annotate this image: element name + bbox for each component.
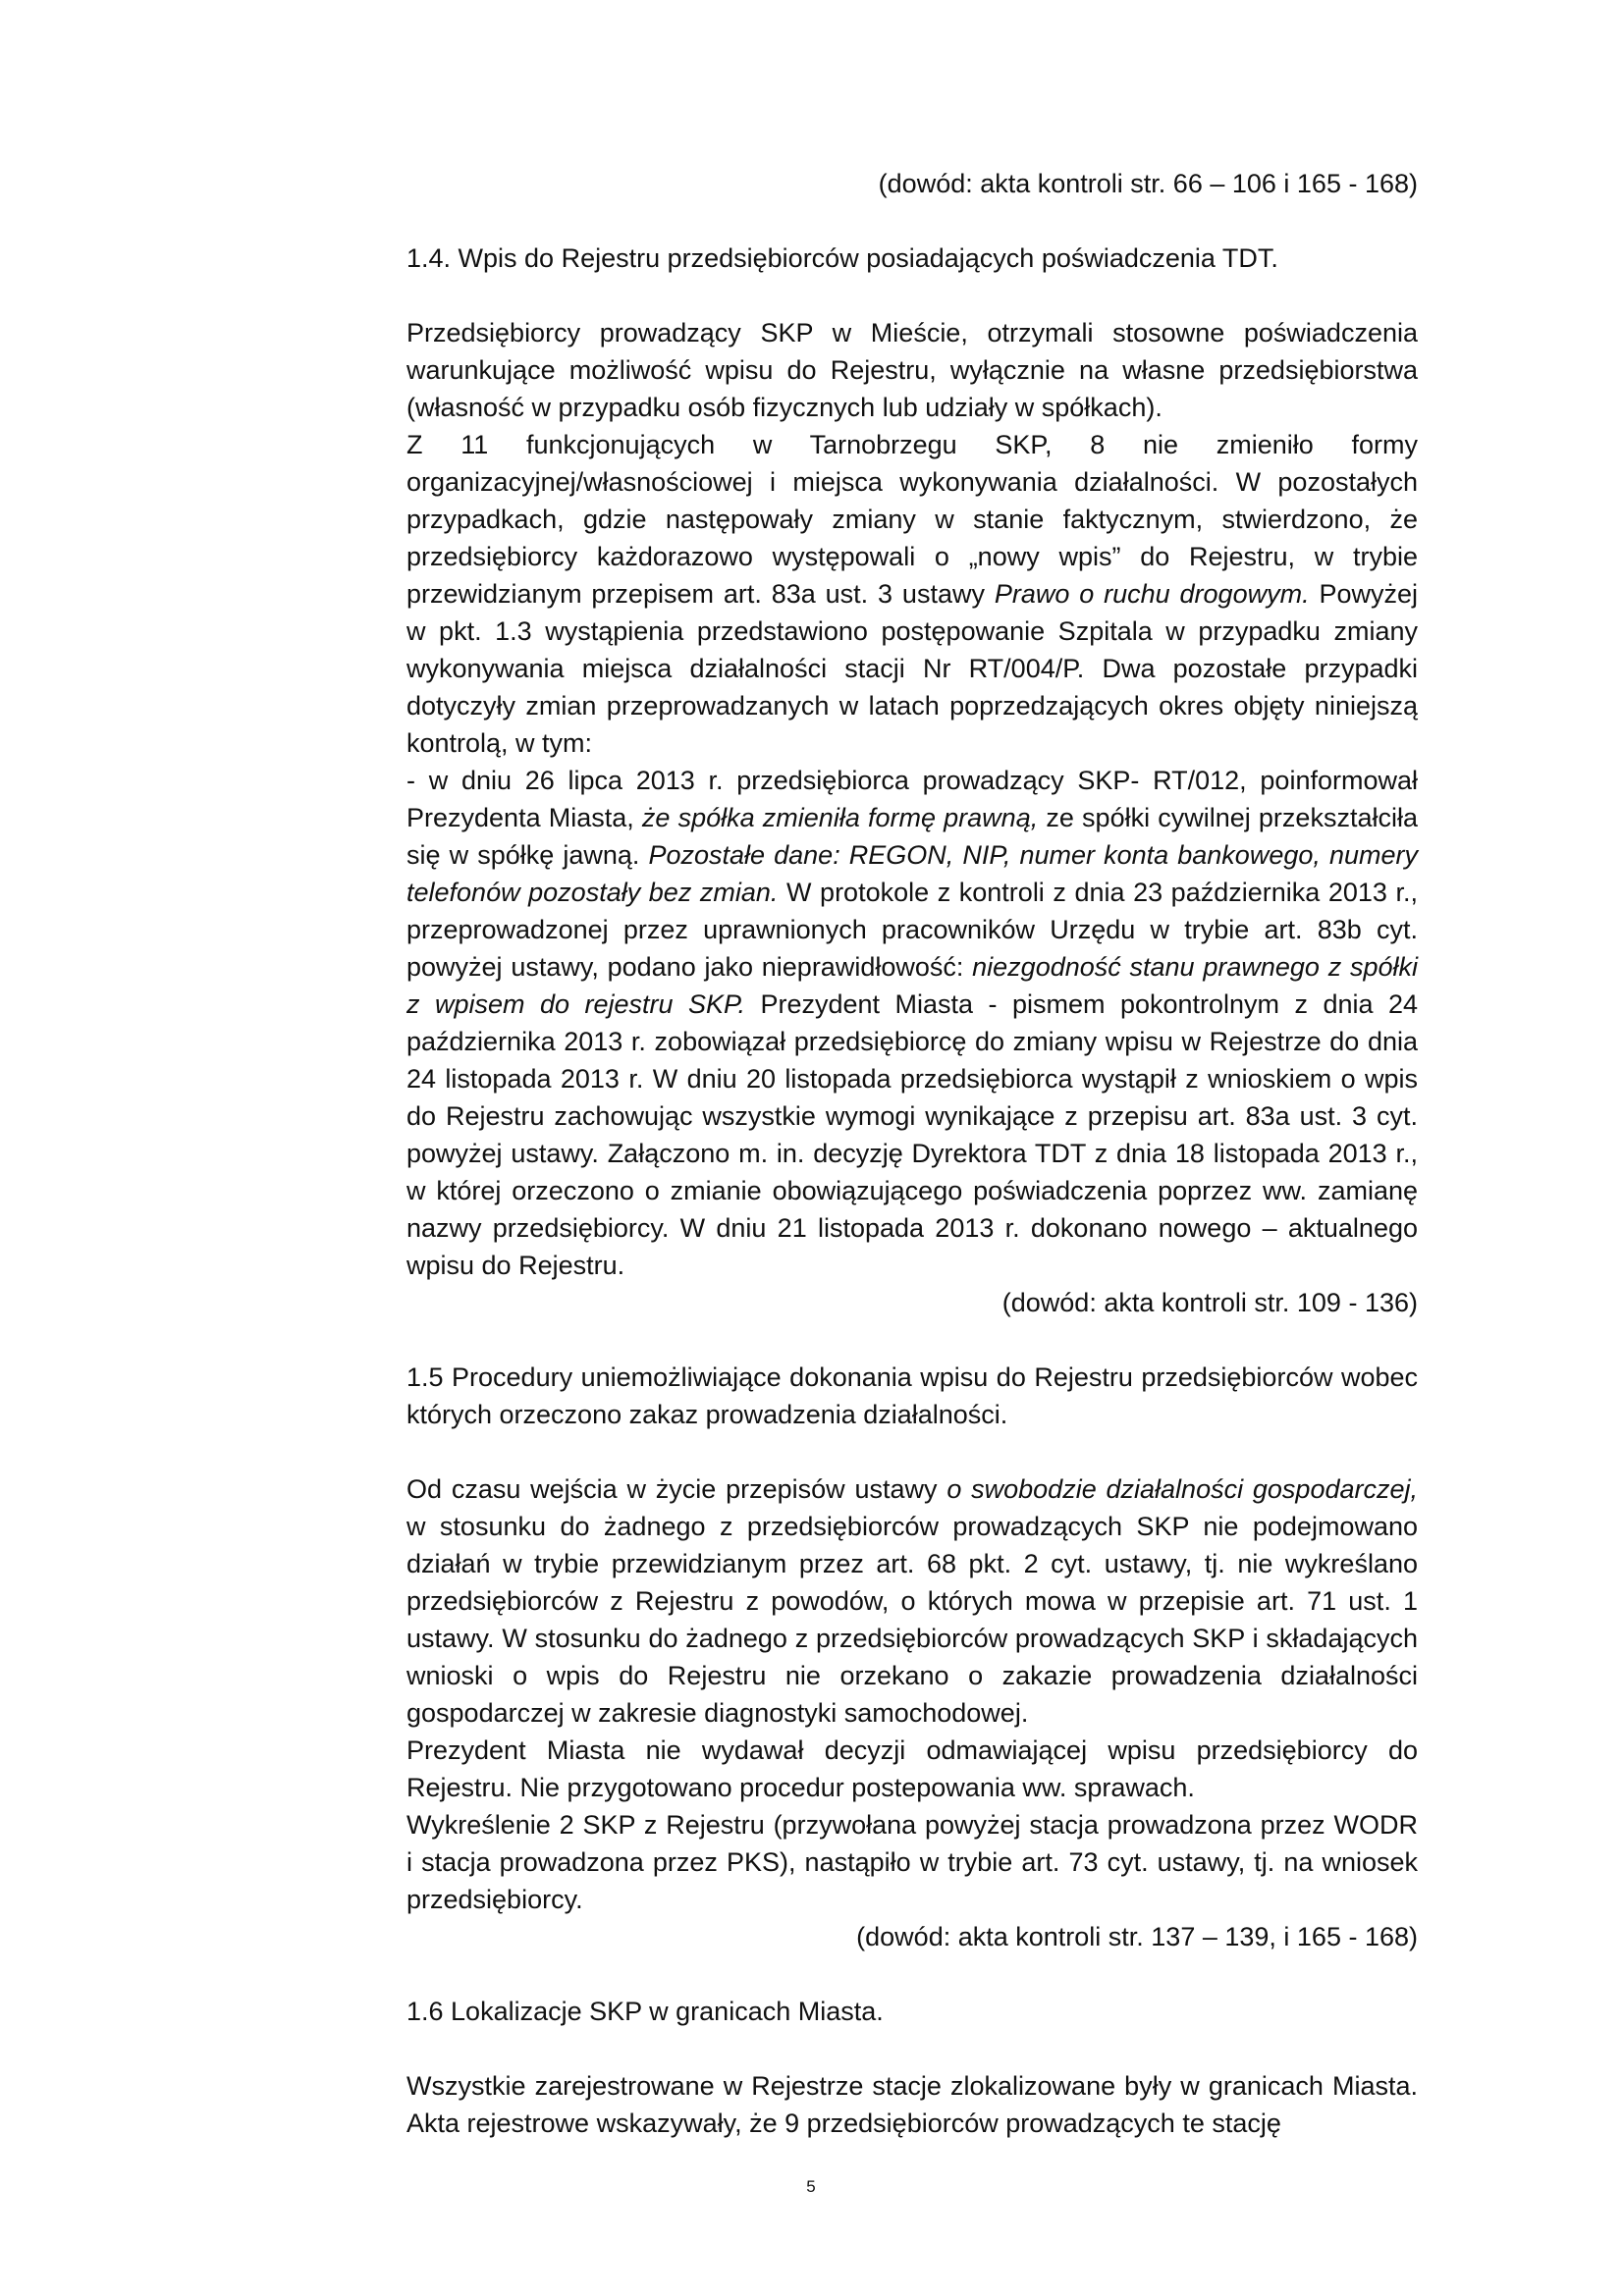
- paragraph-1-4-1: Przedsiębiorcy prowadzący SKP w Mieście, otrzymali stosowne poświadczenia warunkujące możliwość wpisu do Rejestru, wyłącznie na własne przedsiębiorstwa (własność w przypadku osób fizycznych lub udziały w spółkach).: [406, 318, 1418, 422]
- paragraph-1-6-1: Wszystkie zarejestrowane w Rejestrze stacje zlokalizowane były w granicach Miasta. Akta rejestrowe wskazywały, że 9 przedsiębiorców prowadzących te stację: [406, 2071, 1418, 2138]
- paragraph-1-5-3: Wykreślenie 2 SKP z Rejestru (przywołana powyżej stacja prowadzona przez WODR i stacja prowadzona przez PKS), nastąpiło w trybie art. 73 cyt. ustawy, tj. na wniosek przedsiębiorcy.: [406, 1810, 1418, 1914]
- paragraph-1-4-2: Z 11 funkcjonujących w Tarnobrzegu SKP, 8 nie zmieniło formy organizacyjnej/własnościowej i miejsca wykonywania działalności. W pozostałych przypadkach, gdzie następowały zmiany w stanie faktycznym, stwierdzono, że przedsiębiorcy każdorazowo występowali o „nowy wpis” do Rejestru, w trybie przewidzianym przepisem art. 83a ust. 3 ustawy Prawo o ruchu drogowym. Powyżej w pkt. 1.3 wystąpienia przedstawiono postępowanie Szpitala w przypadku zmiany wykonywania miejsca działalności stacji Nr RT/004/P. Dwa pozostałe przypadki dotyczyły zmian przeprowadzanych w latach poprzedzających okres objęty niniejszą kontrolą, w tym:: [406, 430, 1418, 758]
- evidence-note-1: (dowód: akta kontroli str. 66 – 106 i 165 - 168): [878, 169, 1418, 198]
- evidence-note-3: (dowód: akta kontroli str. 137 – 139, i 165 - 168): [856, 1922, 1418, 1951]
- section-heading-1-4: 1.4. Wpis do Rejestru przedsiębiorców posiadających poświadczenia TDT.: [406, 243, 1278, 273]
- page-number: 5: [806, 2177, 816, 2196]
- paragraph-1-5-2: Prezydent Miasta nie wydawał decyzji odmawiającej wpisu przedsiębiorcy do Rejestru. Nie przygotowano procedur postepowania ww. sprawach.: [406, 1735, 1418, 1802]
- law-title: o swobodzie działalności gospodarczej,: [946, 1474, 1418, 1504]
- paragraph-1-4-3: - w dniu 26 lipca 2013 r. przedsiębiorca prowadzący SKP- RT/012, poinformował Prezydenta Miasta, że spółka zmieniła formę prawną, ze spółki cywilnej przekształciła się w spółkę jawną. Pozostałe dane: REGON, NIP, numer konta bankowego, numery telefonów pozostały bez zmian. W protokole z kontroli z dnia 23 października 2013 r., przeprowadzonej przez uprawnionych pracowników Urzędu w trybie art. 83b cyt. powyżej ustawy, podano jako nieprawidłowość: niezgodność stanu prawnego z spółki z wpisem do rejestru SKP. Prezydent Miasta - pismem pokontrolnym z dnia 24 października 2013 r. zobowiązał przedsiębiorcę do zmiany wpisu w Rejestrze do dnia 24 listopada 2013 r. W dniu 20 listopada przedsiębiorca wystąpił z wnioskiem o wpis do Rejestru zachowując wszystkie wymogi wynikające z przepisu art. 83a ust. 3 cyt. powyżej ustawy. Załączono m. in. decyzję Dyrektora TDT z dnia 18 listopada 2013 r., w której orzeczono o zmianie obowiązującego poświadczenia poprzez ww. zamianę nazwy przedsiębiorcy. W dniu 21 listopada 2013 r. dokonano nowego – aktualnego wpisu do Rejestru.: [406, 766, 1419, 1280]
- evidence-note-2: (dowód: akta kontroli str. 109 - 136): [1001, 1288, 1418, 1317]
- section-heading-1-6: 1.6 Lokalizacje SKP w granicach Miasta.: [406, 1997, 884, 2026]
- law-title: Prawo o ruchu drogowym.: [994, 579, 1310, 609]
- document-body: [406, 165, 1418, 2142]
- section-heading-1-5: 1.5 Procedury uniemożliwiające dokonania wpisu do Rejestru przedsiębiorców wobec których orzeczono zakaz prowadzenia działalności.: [406, 1362, 1418, 1429]
- paragraph-1-5-1: Od czasu wejścia w życie przepisów ustawy o swobodzie działalności gospodarczej, w stosunku do żadnego z przedsiębiorców prowadzących SKP nie podejmowano działań w trybie przewidzianym przez art. 68 pkt. 2 cyt. ustawy, tj. nie wykreślano przedsiębiorców z Rejestru z powodów, o których mowa w przepisie art. 71 ust. 1 ustawy. W stosunku do żadnego z przedsiębiorców prowadzących SKP i składających wnioski o wpis do Rejestru nie orzekano o zakazie prowadzenia działalności gospodarczej w zakresie diagnostyki samochodowej.: [406, 1474, 1418, 1728]
